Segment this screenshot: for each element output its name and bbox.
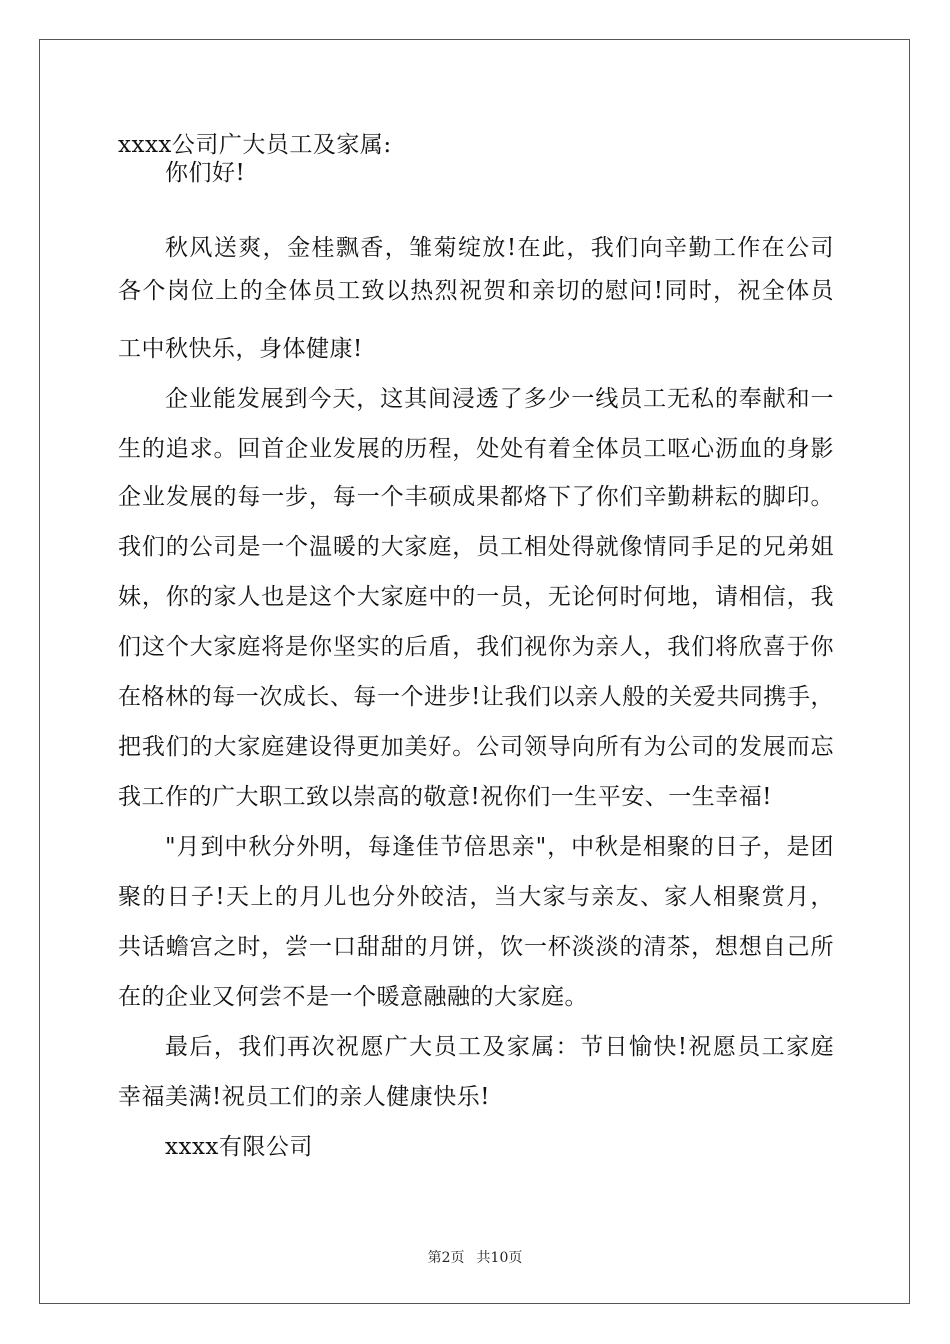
paragraph-1-line: 秋风送爽，金桂飘香，雏菊绽放!在此，我们向辛勤工作在公司	[165, 235, 834, 261]
page-total: 共10页	[476, 1250, 523, 1266]
paragraph-3-line: 聚的日子!天上的月儿也分外皎洁，当大家与亲友、家人相聚赏月，	[118, 884, 834, 910]
paragraph-2-line: 妹，你的家人也是这个大家庭中的一员，无论何时何地，请相信，我	[118, 584, 834, 610]
paragraph-2-line: 企业能发展到今天，这其间浸透了多少一线员工无私的奉献和一	[165, 386, 834, 412]
page-number: 第2页	[427, 1250, 465, 1266]
page-footer	[0, 1248, 950, 1268]
paragraph-1-line: 工中秋快乐，身体健康!	[118, 336, 363, 362]
paragraph-2-line: 在格林的每一次成长、每一个进步!让我们以亲人般的关爱共同携手，	[118, 684, 834, 710]
paragraph-4-line: 最后，我们再次祝愿广大员工及家属：节日愉快!祝愿员工家庭	[165, 1034, 834, 1060]
paragraph-2-line: 我们的公司是一个温暖的大家庭，员工相处得就像情同手足的兄弟姐	[118, 534, 834, 560]
paragraph-2-line: 企业发展的每一步，每一个丰硕成果都烙下了你们辛勤耕耘的脚印。	[118, 484, 834, 510]
letter-signature: xxxx有限公司	[165, 1134, 313, 1160]
page-frame	[39, 39, 910, 1304]
paragraph-2-line: 生的追求。回首企业发展的历程，处处有着全体员工呕心沥血的身影	[118, 436, 834, 462]
paragraph-1-line: 各个岗位上的全体员工致以热烈祝贺和亲切的慰问!同时，祝全体员	[118, 278, 834, 304]
letter-greeting: xxxx公司广大员工及家属:	[118, 132, 392, 158]
paragraph-3-line: "月到中秋分外明，每逢佳节倍思亲"，中秋是相聚的日子，是团	[165, 834, 834, 860]
paragraph-4-line: 幸福美满!祝员工们的亲人健康快乐!	[118, 1084, 490, 1110]
paragraph-2-line: 我工作的广大职工致以崇高的敬意!祝你们一生平安、一生幸福!	[118, 784, 772, 810]
paragraph-3-line: 在的企业又何尝不是一个暖意融融的大家庭。	[118, 984, 588, 1010]
paragraph-3-line: 共话蟾宫之时，尝一口甜甜的月饼，饮一杯淡淡的清茶，想想自己所	[118, 934, 834, 960]
paragraph-2-line: 把我们的大家庭建设得更加美好。公司领导向所有为公司的发展而忘	[118, 734, 834, 760]
letter-salutation: 你们好!	[165, 160, 246, 186]
paragraph-2-line: 们这个大家庭将是你坚实的后盾，我们视你为亲人，我们将欣喜于你	[118, 634, 834, 660]
